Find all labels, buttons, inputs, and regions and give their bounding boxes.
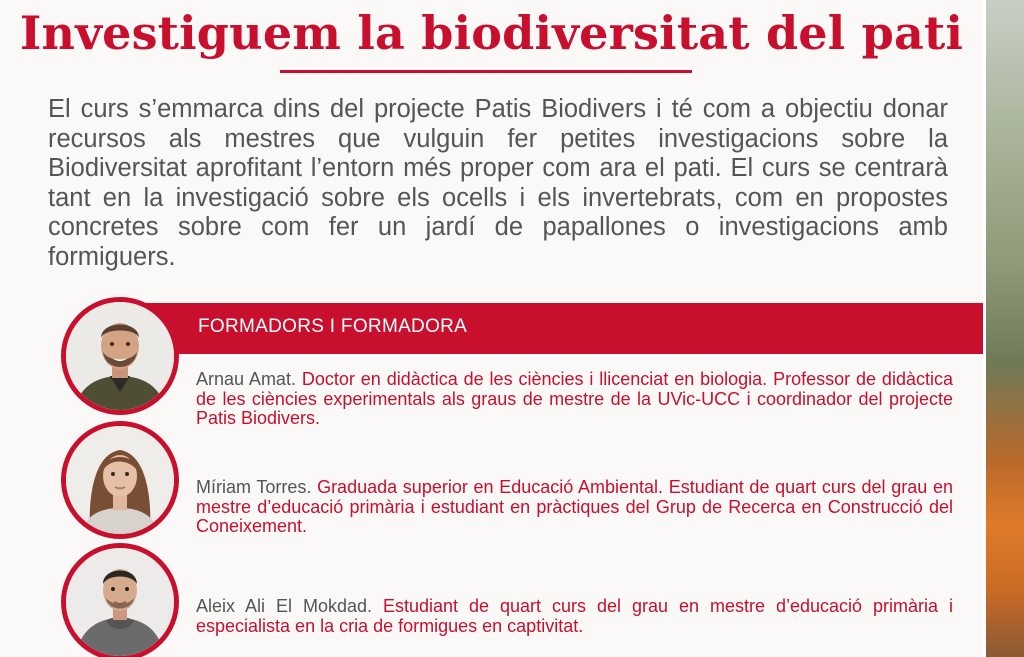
trainer-1-entry [196, 370, 953, 429]
trainer-3-bio: Estudiant de quart curs del grau en mestre d’educació primària i especialista en la cria de formigues en captivitat. [196, 596, 953, 636]
trainer-3-entry [196, 597, 953, 636]
trainer-2-name: Míriam Torres. [196, 477, 312, 497]
side-photo-edge [983, 0, 986, 657]
trainer-3-name: Aleix Ali El Mokdad. [196, 596, 372, 616]
title-underline [280, 70, 692, 73]
avatar-aleix-ali-el-mokdad [61, 543, 179, 657]
portrait-woman [66, 426, 174, 534]
portrait-man-beard [66, 302, 174, 410]
avatar-miriam-torres [61, 421, 179, 539]
intro-paragraph: El curs s’emmarca dins del projecte Patis Biodivers i té com a objectiu donar recursos als mestres que vulguin fer petites investigacions sobre la Biodiversitat aprofitant l’entorn més proper com ara el pati. El curs se centrarà tant en la investigació sobre els ocells i els invertebrats, com en propostes concretes sobre com fer un jardí de papallones o investigacions amb formiguers. [48, 95, 948, 271]
trainer-2-entry [196, 478, 953, 537]
trainer-1-name: Arnau Amat. [196, 369, 296, 389]
trainer-1-bio: Doctor en didàctica de les ciències i llicenciat en biologia. Professor de didàctica de les ciències experimentals als graus de mestre de la UVic-UCC i coordinador del projecte Patis Biodivers. [196, 369, 953, 428]
portrait-man-hoodie [66, 548, 174, 656]
trainers-heading: FORMADORS I FORMADORA [198, 316, 468, 337]
trainer-2-bio: Graduada superior en Educació Ambiental. Estudiant de quart curs del grau en mestre d’educació primària i estudiant en pràctiques del Grup de Recerca en Construcció del Coneixement. [196, 477, 953, 536]
page-title: Investiguem la biodiversitat del pati [19, 6, 964, 60]
side-photo [983, 0, 1024, 657]
avatar-arnau-amat [61, 297, 179, 415]
